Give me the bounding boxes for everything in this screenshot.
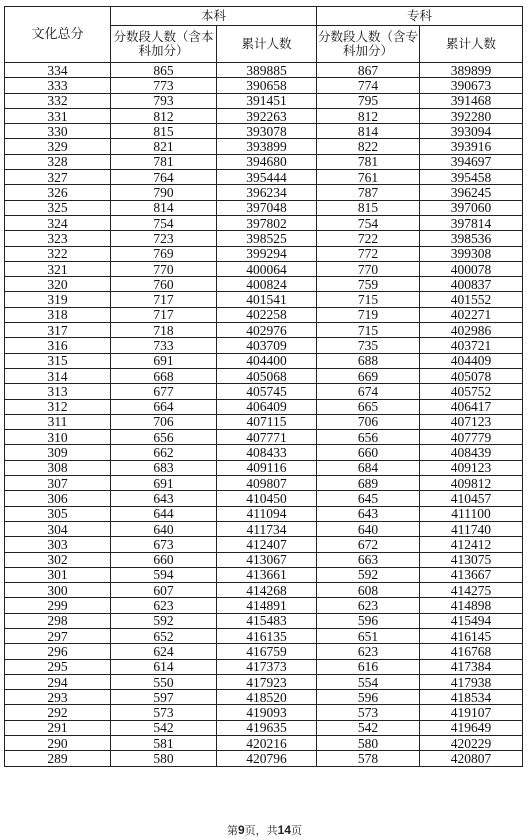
table-row — [5, 491, 523, 506]
zhuanke-segment-cell: 665 — [317, 399, 420, 414]
benke-segment-cell: 668 — [111, 368, 217, 383]
benke-cumulative-cell: 412407 — [217, 537, 317, 552]
zhuanke-cumulative-cell: 407123 — [420, 414, 523, 429]
score-cell: 323 — [5, 231, 111, 246]
zhuanke-segment-cell: 772 — [317, 246, 420, 261]
table-row — [5, 277, 523, 292]
score-cell: 326 — [5, 185, 111, 200]
zhuanke-cumulative-cell: 417384 — [420, 659, 523, 674]
table-row — [5, 384, 523, 399]
benke-cumulative-cell: 413661 — [217, 567, 317, 582]
benke-cumulative-cell: 411094 — [217, 506, 317, 521]
zhuanke-cumulative-cell: 417938 — [420, 674, 523, 689]
benke-cumulative-cell: 416135 — [217, 628, 317, 643]
table-row — [5, 659, 523, 674]
zhuanke-segment-cell: 663 — [317, 552, 420, 567]
benke-cumulative-cell: 389885 — [217, 63, 317, 78]
zhuanke-cumulative-cell: 419107 — [420, 705, 523, 720]
zhuanke-cumulative-cell: 399308 — [420, 246, 523, 261]
zhuanke-cumulative-cell: 400078 — [420, 261, 523, 276]
benke-segment-cell: 677 — [111, 384, 217, 399]
zhuanke-cumulative-cell: 414275 — [420, 583, 523, 598]
table-row — [5, 185, 523, 200]
table-row — [5, 124, 523, 139]
footer-total-pages: 14 — [277, 823, 292, 837]
benke-segment-cell: 664 — [111, 399, 217, 414]
score-cell: 312 — [5, 399, 111, 414]
benke-cumulative-cell: 414891 — [217, 598, 317, 613]
zhuanke-segment-cell: 669 — [317, 368, 420, 383]
zhuanke-cumulative-cell: 400837 — [420, 277, 523, 292]
benke-segment-cell: 814 — [111, 200, 217, 215]
score-cell: 297 — [5, 628, 111, 643]
zhuanke-segment-cell: 815 — [317, 200, 420, 215]
zhuanke-segment-cell: 761 — [317, 170, 420, 185]
benke-cumulative-cell: 413067 — [217, 552, 317, 567]
table-row — [5, 598, 523, 613]
score-cell: 331 — [5, 108, 111, 123]
zhuanke-segment-cell: 596 — [317, 613, 420, 628]
table-row — [5, 644, 523, 659]
benke-segment-cell: 550 — [111, 674, 217, 689]
zhuanke-cumulative-cell: 401552 — [420, 292, 523, 307]
zhuanke-cumulative-cell: 415494 — [420, 613, 523, 628]
footer-middle: 页，共 — [244, 824, 278, 837]
score-cell: 305 — [5, 506, 111, 521]
table-row — [5, 78, 523, 93]
zhuanke-cumulative-cell: 408439 — [420, 445, 523, 460]
zhuanke-segment-cell: 867 — [317, 63, 420, 78]
score-cell: 332 — [5, 93, 111, 108]
benke-segment-cell: 754 — [111, 215, 217, 230]
score-cell: 310 — [5, 430, 111, 445]
table-header — [5, 7, 523, 63]
benke-segment-cell: 865 — [111, 63, 217, 78]
zhuanke-segment-cell: 722 — [317, 231, 420, 246]
zhuanke-cumulative-cell: 395458 — [420, 170, 523, 185]
header-zhuanke-group: 专科 — [317, 7, 523, 26]
header-benke-segment-count: 分数段人数（含本科加分） — [111, 26, 217, 63]
benke-cumulative-cell: 395444 — [217, 170, 317, 185]
table-row — [5, 108, 523, 123]
benke-cumulative-cell: 394680 — [217, 154, 317, 169]
table-row — [5, 215, 523, 230]
zhuanke-segment-cell: 787 — [317, 185, 420, 200]
score-cell: 313 — [5, 384, 111, 399]
benke-segment-cell: 542 — [111, 720, 217, 735]
zhuanke-cumulative-cell: 413667 — [420, 567, 523, 582]
benke-segment-cell: 769 — [111, 246, 217, 261]
zhuanke-cumulative-cell: 403721 — [420, 338, 523, 353]
score-cell: 292 — [5, 705, 111, 720]
benke-cumulative-cell: 401541 — [217, 292, 317, 307]
zhuanke-cumulative-cell: 396245 — [420, 185, 523, 200]
benke-segment-cell: 673 — [111, 537, 217, 552]
table-body — [5, 63, 523, 767]
benke-segment-cell: 812 — [111, 108, 217, 123]
score-cell: 302 — [5, 552, 111, 567]
score-cell: 317 — [5, 323, 111, 338]
benke-segment-cell: 773 — [111, 78, 217, 93]
zhuanke-segment-cell: 651 — [317, 628, 420, 643]
benke-cumulative-cell: 408433 — [217, 445, 317, 460]
zhuanke-segment-cell: 674 — [317, 384, 420, 399]
zhuanke-segment-cell: 812 — [317, 108, 420, 123]
zhuanke-cumulative-cell: 389899 — [420, 63, 523, 78]
score-cell: 314 — [5, 368, 111, 383]
benke-cumulative-cell: 420216 — [217, 736, 317, 751]
benke-cumulative-cell: 399294 — [217, 246, 317, 261]
zhuanke-segment-cell: 688 — [317, 353, 420, 368]
header-total-score: 文化总分 — [5, 7, 111, 63]
table-row — [5, 154, 523, 169]
benke-cumulative-cell: 390658 — [217, 78, 317, 93]
table-row — [5, 537, 523, 552]
zhuanke-cumulative-cell: 392280 — [420, 108, 523, 123]
benke-segment-cell: 764 — [111, 170, 217, 185]
zhuanke-segment-cell: 608 — [317, 583, 420, 598]
zhuanke-cumulative-cell: 416768 — [420, 644, 523, 659]
benke-cumulative-cell: 418520 — [217, 690, 317, 705]
zhuanke-segment-cell: 578 — [317, 751, 420, 766]
zhuanke-segment-cell: 706 — [317, 414, 420, 429]
score-cell: 295 — [5, 659, 111, 674]
benke-segment-cell: 644 — [111, 506, 217, 521]
zhuanke-segment-cell: 715 — [317, 323, 420, 338]
benke-segment-cell: 607 — [111, 583, 217, 598]
score-cell: 309 — [5, 445, 111, 460]
table-row — [5, 231, 523, 246]
zhuanke-segment-cell: 643 — [317, 506, 420, 521]
benke-cumulative-cell: 393899 — [217, 139, 317, 154]
zhuanke-cumulative-cell: 419649 — [420, 720, 523, 735]
benke-cumulative-cell: 403709 — [217, 338, 317, 353]
benke-segment-cell: 706 — [111, 414, 217, 429]
table-row — [5, 323, 523, 338]
benke-cumulative-cell: 409116 — [217, 460, 317, 475]
score-cell: 298 — [5, 613, 111, 628]
benke-segment-cell: 662 — [111, 445, 217, 460]
zhuanke-segment-cell: 542 — [317, 720, 420, 735]
score-cell: 306 — [5, 491, 111, 506]
zhuanke-cumulative-cell: 411100 — [420, 506, 523, 521]
score-cell: 333 — [5, 78, 111, 93]
benke-segment-cell: 683 — [111, 460, 217, 475]
score-cell: 329 — [5, 139, 111, 154]
table-row — [5, 674, 523, 689]
benke-segment-cell: 592 — [111, 613, 217, 628]
table-row — [5, 445, 523, 460]
score-cell: 299 — [5, 598, 111, 613]
score-cell: 320 — [5, 277, 111, 292]
zhuanke-segment-cell: 592 — [317, 567, 420, 582]
score-cell: 318 — [5, 307, 111, 322]
benke-segment-cell: 640 — [111, 521, 217, 536]
zhuanke-cumulative-cell: 390673 — [420, 78, 523, 93]
zhuanke-segment-cell: 656 — [317, 430, 420, 445]
zhuanke-segment-cell: 719 — [317, 307, 420, 322]
score-cell: 328 — [5, 154, 111, 169]
benke-segment-cell: 717 — [111, 292, 217, 307]
benke-segment-cell: 624 — [111, 644, 217, 659]
score-cell: 334 — [5, 63, 111, 78]
zhuanke-segment-cell: 781 — [317, 154, 420, 169]
score-cell: 290 — [5, 736, 111, 751]
zhuanke-segment-cell: 814 — [317, 124, 420, 139]
zhuanke-segment-cell: 623 — [317, 598, 420, 613]
benke-cumulative-cell: 391451 — [217, 93, 317, 108]
table-row — [5, 353, 523, 368]
benke-cumulative-cell: 397802 — [217, 215, 317, 230]
zhuanke-cumulative-cell: 405078 — [420, 368, 523, 383]
zhuanke-cumulative-cell: 416145 — [420, 628, 523, 643]
benke-segment-cell: 815 — [111, 124, 217, 139]
benke-cumulative-cell: 393078 — [217, 124, 317, 139]
score-cell: 321 — [5, 261, 111, 276]
table-row — [5, 93, 523, 108]
score-cell: 319 — [5, 292, 111, 307]
zhuanke-cumulative-cell: 394697 — [420, 154, 523, 169]
benke-cumulative-cell: 398525 — [217, 231, 317, 246]
score-cell: 308 — [5, 460, 111, 475]
score-cell: 315 — [5, 353, 111, 368]
benke-segment-cell: 643 — [111, 491, 217, 506]
zhuanke-segment-cell: 689 — [317, 476, 420, 491]
benke-cumulative-cell: 419635 — [217, 720, 317, 735]
table-row — [5, 430, 523, 445]
score-cell: 291 — [5, 720, 111, 735]
header-benke-cumulative-count: 累计人数 — [217, 26, 317, 63]
zhuanke-segment-cell: 735 — [317, 338, 420, 353]
table-row — [5, 521, 523, 536]
benke-segment-cell: 660 — [111, 552, 217, 567]
zhuanke-segment-cell: 822 — [317, 139, 420, 154]
score-cell: 327 — [5, 170, 111, 185]
benke-segment-cell: 691 — [111, 476, 217, 491]
zhuanke-cumulative-cell: 414898 — [420, 598, 523, 613]
benke-segment-cell: 581 — [111, 736, 217, 751]
footer-prefix: 第 — [226, 824, 238, 837]
table-row — [5, 200, 523, 215]
score-cell: 325 — [5, 200, 111, 215]
benke-cumulative-cell: 406409 — [217, 399, 317, 414]
score-cell: 316 — [5, 338, 111, 353]
score-cell: 330 — [5, 124, 111, 139]
zhuanke-segment-cell: 715 — [317, 292, 420, 307]
zhuanke-segment-cell: 672 — [317, 537, 420, 552]
benke-cumulative-cell: 417923 — [217, 674, 317, 689]
zhuanke-segment-cell: 616 — [317, 659, 420, 674]
table-row — [5, 261, 523, 276]
benke-segment-cell: 652 — [111, 628, 217, 643]
zhuanke-cumulative-cell: 397060 — [420, 200, 523, 215]
benke-cumulative-cell: 404400 — [217, 353, 317, 368]
benke-segment-cell: 781 — [111, 154, 217, 169]
header-zhuanke-segment-count: 分数段人数（含专科加分） — [317, 26, 420, 63]
zhuanke-segment-cell: 573 — [317, 705, 420, 720]
table-row — [5, 307, 523, 322]
zhuanke-segment-cell: 596 — [317, 690, 420, 705]
score-cell: 311 — [5, 414, 111, 429]
header-zhuanke-cumulative-count: 累计人数 — [420, 26, 523, 63]
table-row — [5, 552, 523, 567]
score-cell: 304 — [5, 521, 111, 536]
zhuanke-segment-cell: 795 — [317, 93, 420, 108]
table-row — [5, 720, 523, 735]
table-row — [5, 368, 523, 383]
benke-cumulative-cell: 405068 — [217, 368, 317, 383]
benke-segment-cell: 597 — [111, 690, 217, 705]
zhuanke-cumulative-cell: 397814 — [420, 215, 523, 230]
zhuanke-cumulative-cell: 404409 — [420, 353, 523, 368]
table-row — [5, 338, 523, 353]
zhuanke-cumulative-cell: 393916 — [420, 139, 523, 154]
table-row — [5, 506, 523, 521]
zhuanke-cumulative-cell: 409123 — [420, 460, 523, 475]
zhuanke-cumulative-cell: 409812 — [420, 476, 523, 491]
zhuanke-segment-cell: 754 — [317, 215, 420, 230]
benke-segment-cell: 691 — [111, 353, 217, 368]
zhuanke-cumulative-cell: 393094 — [420, 124, 523, 139]
zhuanke-cumulative-cell: 405752 — [420, 384, 523, 399]
benke-cumulative-cell: 400824 — [217, 277, 317, 292]
table-row — [5, 736, 523, 751]
benke-cumulative-cell: 396234 — [217, 185, 317, 200]
score-cell: 322 — [5, 246, 111, 261]
score-cell: 307 — [5, 476, 111, 491]
benke-cumulative-cell: 392263 — [217, 108, 317, 123]
zhuanke-cumulative-cell: 420229 — [420, 736, 523, 751]
benke-cumulative-cell: 415483 — [217, 613, 317, 628]
zhuanke-cumulative-cell: 398536 — [420, 231, 523, 246]
benke-segment-cell: 790 — [111, 185, 217, 200]
benke-segment-cell: 594 — [111, 567, 217, 582]
benke-segment-cell: 733 — [111, 338, 217, 353]
table-row — [5, 292, 523, 307]
zhuanke-cumulative-cell: 406417 — [420, 399, 523, 414]
benke-cumulative-cell: 405745 — [217, 384, 317, 399]
zhuanke-cumulative-cell: 413075 — [420, 552, 523, 567]
table-row — [5, 399, 523, 414]
benke-segment-cell: 656 — [111, 430, 217, 445]
zhuanke-segment-cell: 554 — [317, 674, 420, 689]
zhuanke-cumulative-cell: 420807 — [420, 751, 523, 766]
zhuanke-cumulative-cell: 391468 — [420, 93, 523, 108]
zhuanke-cumulative-cell: 402271 — [420, 307, 523, 322]
zhuanke-cumulative-cell: 407779 — [420, 430, 523, 445]
table-row — [5, 705, 523, 720]
zhuanke-cumulative-cell: 410457 — [420, 491, 523, 506]
table-row — [5, 246, 523, 261]
zhuanke-segment-cell: 774 — [317, 78, 420, 93]
table-row — [5, 139, 523, 154]
benke-cumulative-cell: 410450 — [217, 491, 317, 506]
header-benke-group: 本科 — [111, 7, 317, 26]
footer-suffix: 页 — [291, 824, 303, 837]
benke-segment-cell: 770 — [111, 261, 217, 276]
zhuanke-cumulative-cell: 411740 — [420, 521, 523, 536]
table-row — [5, 567, 523, 582]
table-row — [5, 583, 523, 598]
zhuanke-cumulative-cell: 402986 — [420, 323, 523, 338]
benke-segment-cell: 718 — [111, 323, 217, 338]
zhuanke-segment-cell: 759 — [317, 277, 420, 292]
benke-cumulative-cell: 402258 — [217, 307, 317, 322]
table-row — [5, 751, 523, 766]
score-cell: 296 — [5, 644, 111, 659]
zhuanke-segment-cell: 580 — [317, 736, 420, 751]
zhuanke-cumulative-cell: 418534 — [420, 690, 523, 705]
benke-cumulative-cell: 414268 — [217, 583, 317, 598]
score-cell: 303 — [5, 537, 111, 552]
zhuanke-segment-cell: 770 — [317, 261, 420, 276]
table-row — [5, 628, 523, 643]
benke-segment-cell: 723 — [111, 231, 217, 246]
page-footer — [0, 822, 529, 838]
zhuanke-cumulative-cell: 412412 — [420, 537, 523, 552]
benke-cumulative-cell: 402976 — [217, 323, 317, 338]
benke-cumulative-cell: 397048 — [217, 200, 317, 215]
score-cell: 300 — [5, 583, 111, 598]
benke-segment-cell: 760 — [111, 277, 217, 292]
benke-cumulative-cell: 411734 — [217, 521, 317, 536]
zhuanke-segment-cell: 645 — [317, 491, 420, 506]
score-cell: 289 — [5, 751, 111, 766]
table-row — [5, 476, 523, 491]
benke-cumulative-cell: 420796 — [217, 751, 317, 766]
benke-segment-cell: 623 — [111, 598, 217, 613]
benke-cumulative-cell: 407771 — [217, 430, 317, 445]
score-distribution-table — [4, 6, 523, 767]
benke-cumulative-cell: 417373 — [217, 659, 317, 674]
benke-segment-cell: 580 — [111, 751, 217, 766]
table-row — [5, 414, 523, 429]
benke-segment-cell: 573 — [111, 705, 217, 720]
zhuanke-segment-cell: 660 — [317, 445, 420, 460]
benke-segment-cell: 793 — [111, 93, 217, 108]
zhuanke-segment-cell: 684 — [317, 460, 420, 475]
table-row — [5, 613, 523, 628]
benke-cumulative-cell: 400064 — [217, 261, 317, 276]
table-row — [5, 63, 523, 78]
benke-segment-cell: 614 — [111, 659, 217, 674]
table-row — [5, 170, 523, 185]
score-cell: 324 — [5, 215, 111, 230]
table-row — [5, 460, 523, 475]
score-cell: 293 — [5, 690, 111, 705]
score-cell: 294 — [5, 674, 111, 689]
zhuanke-segment-cell: 640 — [317, 521, 420, 536]
score-cell: 301 — [5, 567, 111, 582]
benke-segment-cell: 717 — [111, 307, 217, 322]
benke-cumulative-cell: 409807 — [217, 476, 317, 491]
benke-cumulative-cell: 419093 — [217, 705, 317, 720]
benke-cumulative-cell: 416759 — [217, 644, 317, 659]
table-row — [5, 690, 523, 705]
zhuanke-segment-cell: 623 — [317, 644, 420, 659]
benke-segment-cell: 821 — [111, 139, 217, 154]
footer-page-number: 9 — [237, 823, 245, 837]
benke-cumulative-cell: 407115 — [217, 414, 317, 429]
